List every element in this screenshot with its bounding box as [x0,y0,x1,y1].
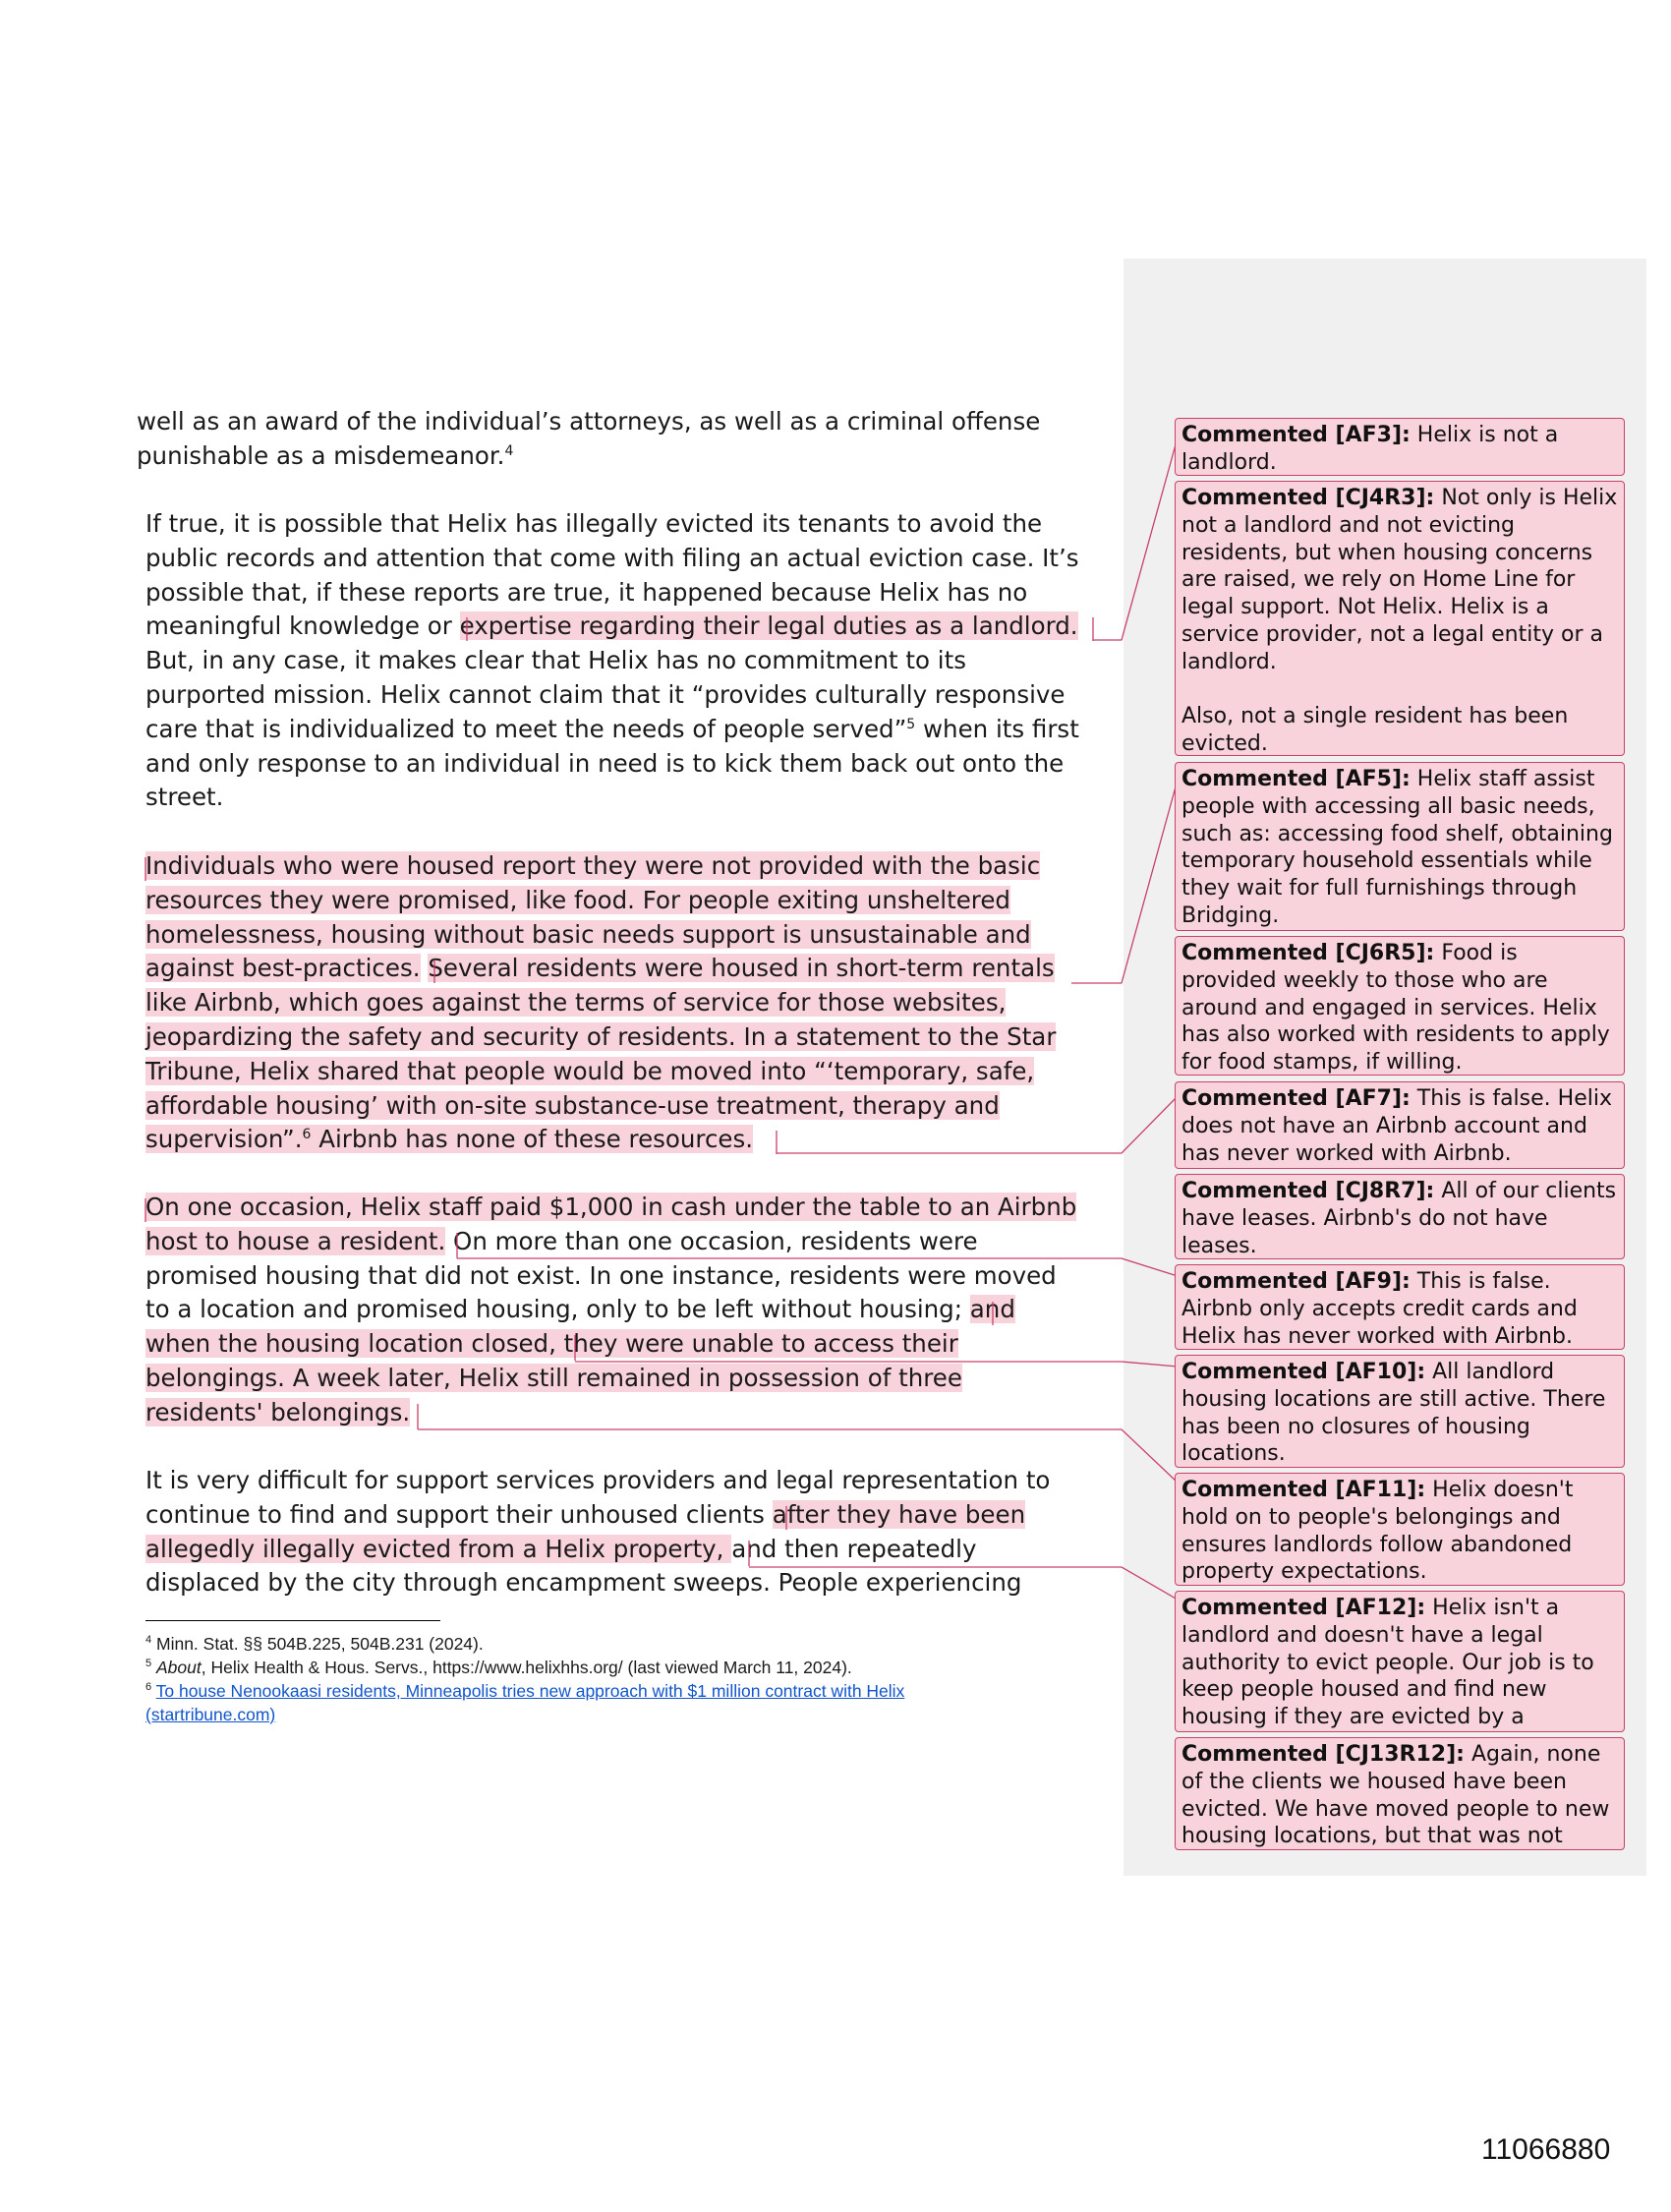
text-line: like Airbnb, which goes against the terms of service for those websites, [145,988,1007,1018]
text-line: allegedly illegally evicted from a Helix property, and then repeatedly [145,1534,977,1563]
footnote-6: $^6$ To house Nenookaasi residents, Minneapolis tries new approach with $1 million contract with Helix (startribune.com) [145,1681,905,1724]
comment-cj8r7[interactable]: Commented [CJ8R7]: All of our clients have leases. Airbnb's do not have leases. [1175,1174,1625,1259]
footnote-5: $^5$ About, Helix Health & Hous. Servs., https://www.helixhhs.org/ (last viewed March 11, 2024). [145,1658,852,1677]
text-line: public records and attention that come with filing an actual eviction case. It’s [145,543,1079,572]
text-line [145,1191,1109,1225]
text-line: affordable housing’ with on-site substance-use treatment, therapy and [145,1090,1000,1120]
footnote-separator [145,1620,440,1621]
text-line: supervision”.$^6$ Airbnb has none of these resources. [145,1125,754,1154]
footnote-6-link[interactable]: To house Nenookaasi residents, Minneapolis tries new approach with $1 million contract with Helix [155,1681,905,1701]
comment-cj6r5[interactable]: Commented [CJ6R5]: Food is provided weekly to those who are around and engaged in services. Helix has also worked with residents to apply for food stamps, if willing. [1175,936,1625,1076]
text-line [145,849,1109,884]
text-line: resources they were promised, like food. For people exiting unsheltered [145,885,1010,914]
text-line: host to house a resident. On more than one occasion, residents were [145,1226,978,1255]
footnote-ref-5[interactable]: 5 [906,716,916,732]
comment-cj4r3[interactable]: Commented [CJ4R3]: Not only is Helix not a landlord and not evicting residents, but when housing concerns are raised, we rely on Home Line for legal support. Not Helix. Helix is a service provider, not a legal entity or a landlord. Also, not a single resident has been evicted. [1175,481,1625,756]
text-line: But, in any case, it makes clear that Helix has no commitment to its [145,646,966,675]
page-number: 11066880 [1481,2133,1611,2166]
text-line: continue to find and support their unhoused clients after they have been [145,1499,1026,1529]
text-line: street. [145,783,224,812]
text-line: belongings. A week later, Helix still remained in possession of three [145,1363,962,1392]
text-line: when the housing location closed, they were unable to access their [145,1329,958,1359]
text-line: Tribune, Helix shared that people would be moved into “‘temporary, safe, [145,1056,1035,1085]
text-line: residents' belongings. [145,1397,411,1426]
comment-anchor-af5[interactable]: Individuals who were housed report they were not provided with the basic [145,851,1041,880]
text-line: jeopardizing the safety and security of residents. In a statement to the Star [145,1021,1057,1051]
comment-anchor-af9[interactable]: On one occasion, Helix staff paid $1,000 in cash under the table to an Airbnb [145,1193,1077,1221]
comment-cj13r12[interactable]: Commented [CJ13R12]: Again, none of the clients we housed have been evicted. We have moved people to new housing locations, but that was not [1175,1737,1625,1850]
text-line: promised housing that did not exist. In one instance, residents were moved [145,1260,1057,1290]
footnotes [145,1632,1089,1726]
text-line: care that is individualized to meet the needs of people served”$^5$ when its first [145,714,1079,743]
text-line: homelessness, housing without basic needs support is unsustainable and [145,919,1031,949]
text-line: well as an award of the individual’s attorneys, as well as a criminal offense [137,407,1041,436]
text-line: to a location and promised housing, only to be left without housing; and [145,1295,1015,1324]
comment-af10[interactable]: Commented [AF10]: All landlord housing locations are still active. There has been no closures of housing locations. [1175,1355,1625,1468]
paragraph-1 [137,405,1100,474]
comment-anchor-af12[interactable]: after they have been [772,1499,1026,1529]
comment-af12[interactable]: Commented [AF12]: Helix isn't a landlord and doesn't have a legal authority to evict people. Our job is to keep people housed and find new housing if they are evicted by a [1175,1591,1625,1732]
footnote-ref-4[interactable]: 4 [504,442,514,459]
paragraph-5 [145,1464,1109,1601]
comment-anchor-af7[interactable]: Several residents were housed in short-term rentals [428,954,1055,983]
text-line: purported mission. Helix cannot claim that it “provides culturally responsive [145,679,1066,709]
text-line: against best-practices. Several residents were housed in short-term rentals [145,954,1055,983]
text-line: displaced by the city through encampment sweeps. People experiencing [145,1568,1022,1598]
text-line: possible that, if these reports are true, it happened because Helix has no [145,577,1028,607]
text-line: It is very difficult for support services providers and legal representation to [145,1466,1051,1494]
footnote-6-link-source[interactable]: (startribune.com) [145,1705,276,1724]
comment-anchor-af3[interactable]: expertise regarding their legal duties as a landlord. [459,611,1078,641]
paragraph-3 [145,849,1109,1157]
text-line: meaningful knowledge or expertise regarding their legal duties as a landlord. [145,611,1078,641]
text-line: and only response to an individual in need is to kick them back out onto the [145,748,1065,778]
footnote-4: $^4$ Minn. Stat. §§ 504B.225, 504B.231 (2024). [145,1634,484,1654]
comment-af9[interactable]: Commented [AF9]: This is false. Airbnb only accepts credit cards and Helix has never worked with Airbnb. [1175,1264,1625,1350]
text-line: If true, it is possible that Helix has illegally evicted its tenants to avoid the [145,509,1043,538]
comment-af5[interactable]: Commented [AF5]: Helix staff assist people with accessing all basic needs, such as: accessing food shelf, obtaining temporary household essentials while they wait for full furnishings through Bridging. [1175,762,1625,931]
footnote-ref-6[interactable]: 6 [302,1127,312,1143]
text-line: punishable as a misdemeanor.$^4$ [137,440,514,470]
paragraph-4 [145,1191,1109,1430]
paragraph-2 [145,507,1109,815]
comment-anchor-af10[interactable]: and [969,1295,1015,1324]
comment-af7[interactable]: Commented [AF7]: This is false. Helix does not have an Airbnb account and has never worked with Airbnb. [1175,1081,1625,1169]
comment-anchor-af11[interactable]: they were unable to access their [563,1329,958,1359]
comment-af3[interactable]: Commented [AF3]: Helix is not a landlord. [1175,418,1625,476]
comment-af11[interactable]: Commented [AF11]: Helix doesn't hold on to people's belongings and ensures landlords follow abandoned property expectations. [1175,1473,1625,1586]
